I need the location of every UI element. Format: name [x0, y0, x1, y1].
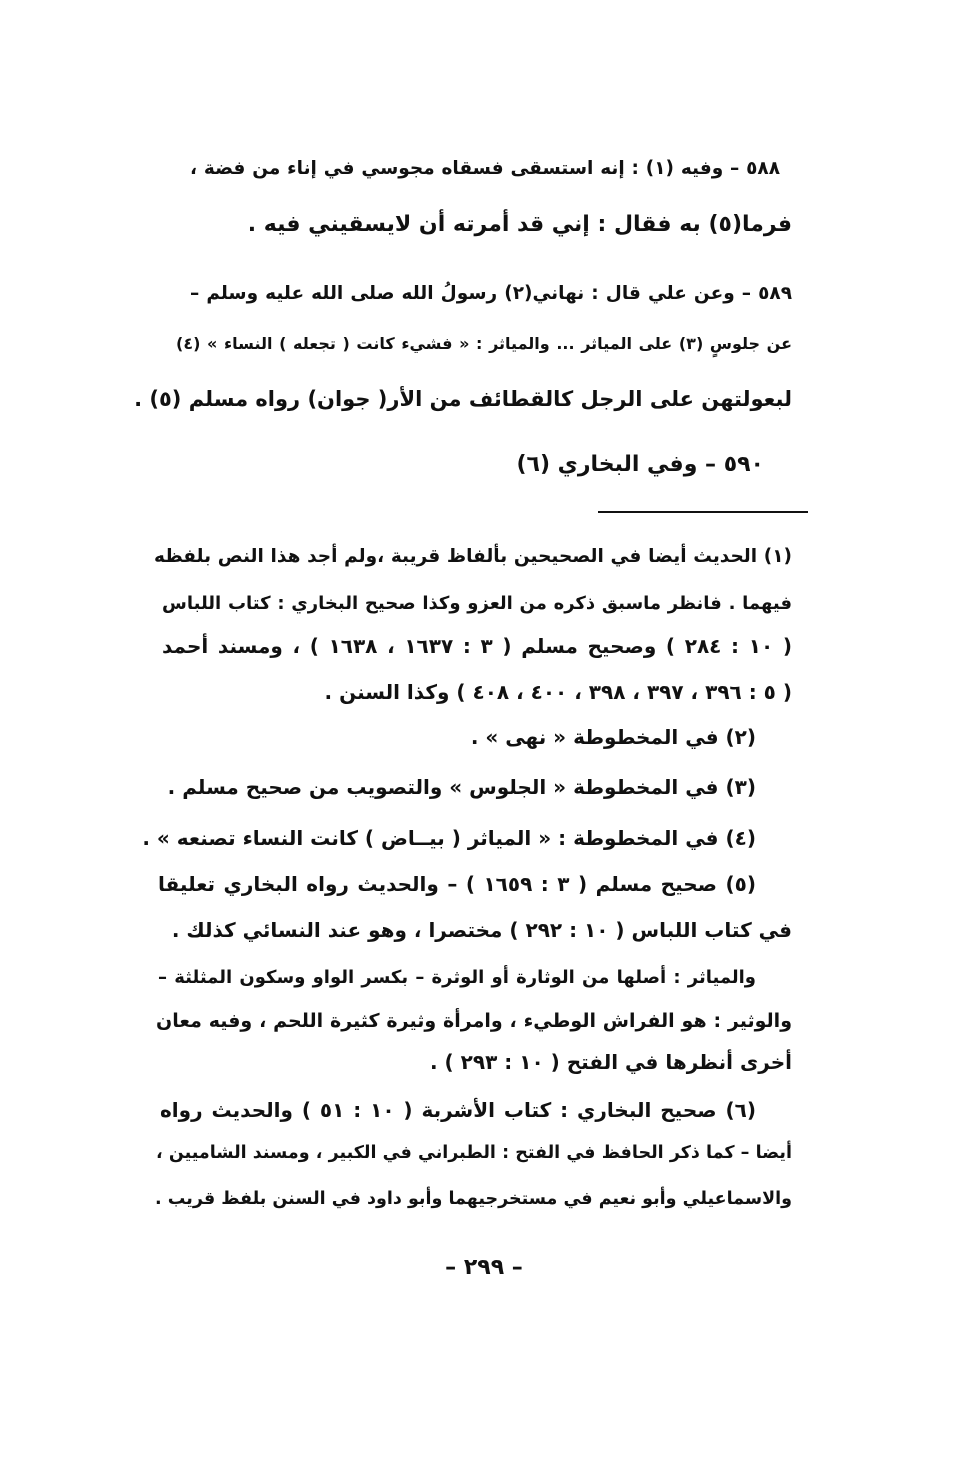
footnote-1-line-4: ( ٥ : ٣٩٦ ، ٣٩٧ ، ٣٩٨ ، ٤٠٠ ، ٤٠٨ ) وكذا السنن .	[324, 680, 792, 704]
footnote-1-line-3: ( ١٠ : ٢٨٤ ) وصحيح مسلم ( ٣ : ١٦٣٧ ، ١٦٣٨ ) ، ومسند أحمد	[162, 634, 792, 658]
hadith-589-line-2: عن جلوسٍ (٣) على المياثر ... والمياثر : « فشيء كانت ( تجعله ) النساء » (٤)	[176, 334, 793, 353]
footnote-2: (٢) في المخطوطة « نهى » .	[470, 725, 756, 749]
footnote-6-line-3: والاسماعيلي وأبو نعيم في مستخرجيهما وأبو داود في السنن بلفظ قريب .	[154, 1189, 792, 1209]
hadith-589-line-3: لبعولتهن على الرجل كالقطائف من الأر( جوان) رواه مسلم (٥) .	[134, 387, 792, 411]
footnote-5-line-3: والمياثر : أصلها من الوثارة أو الوثرة – بكسر الواو وسكون المثلثة –	[158, 967, 756, 988]
hadith-589-line-1: ٥٨٩ – وعن علي قال : نهاني(٢) رسولُ الله صلى الله عليه وسلم –	[190, 283, 792, 304]
footnote-1-line-2: فيهما . فانظر ماسبق ذكره من العزو وكذا صحيح البخاري : كتاب اللباس	[162, 593, 792, 614]
page-number: – ٢٩٩ –	[445, 1255, 523, 1280]
hadith-588-line-2: فرما(٥) به فقال : إني قد أمرته أن لايسقيني فيه .	[247, 212, 792, 237]
footnote-5-line-4: والوثير : هو الفراش الوطيء ، وامرأة وثيرة كثيرة اللحم ، وفيه معان	[156, 1010, 792, 1032]
footnote-5-line-2: في كتاب اللباس ( ١٠ : ٢٩٢ ) مختصرا ، وهو عند النسائي كذلك .	[171, 918, 792, 942]
footnote-6-line-1: (٦) صحيح البخاري : كتاب الأشربة ( ١٠ : ٥١ ) والحديث رواه	[160, 1098, 756, 1122]
footnote-3: (٣) في المخطوطة « الجلوس » والتصويب من صحيح مسلم .	[167, 775, 756, 799]
hadith-590-line-1: ٥٩٠ – وفي البخاري (٦)	[516, 452, 764, 477]
footnote-5-line-1: (٥) صحيح مسلم ( ٣ : ١٦٥٩ ) – والحديث رواه البخاري تعليقا	[158, 872, 756, 896]
footnote-6-line-2: أيضا – كما ذكر الحافظ في الفتح : الطبراني في الكبير ، ومسند الشاميين ،	[156, 1143, 792, 1163]
footnote-separator	[598, 511, 808, 513]
footnote-1-line-1: (١) الحديث أيضا في الصحيحين بألفاظ قريبة ،ولم أجد هذا النص بلفظه	[154, 546, 792, 567]
footnote-4: (٤) في المخطوطة : « المياثر ( بيــاض ) كانت النساء تصنعه » .	[142, 826, 756, 850]
footnote-5-line-5: أخرى أنظرها في الفتح ( ١٠ : ٢٩٣ ) .	[430, 1050, 792, 1074]
hadith-588-line-1: ٥٨٨ – وفيه (١) : إنه استسقى فسقاه مجوسي في إناء من فضة ،	[190, 158, 781, 179]
